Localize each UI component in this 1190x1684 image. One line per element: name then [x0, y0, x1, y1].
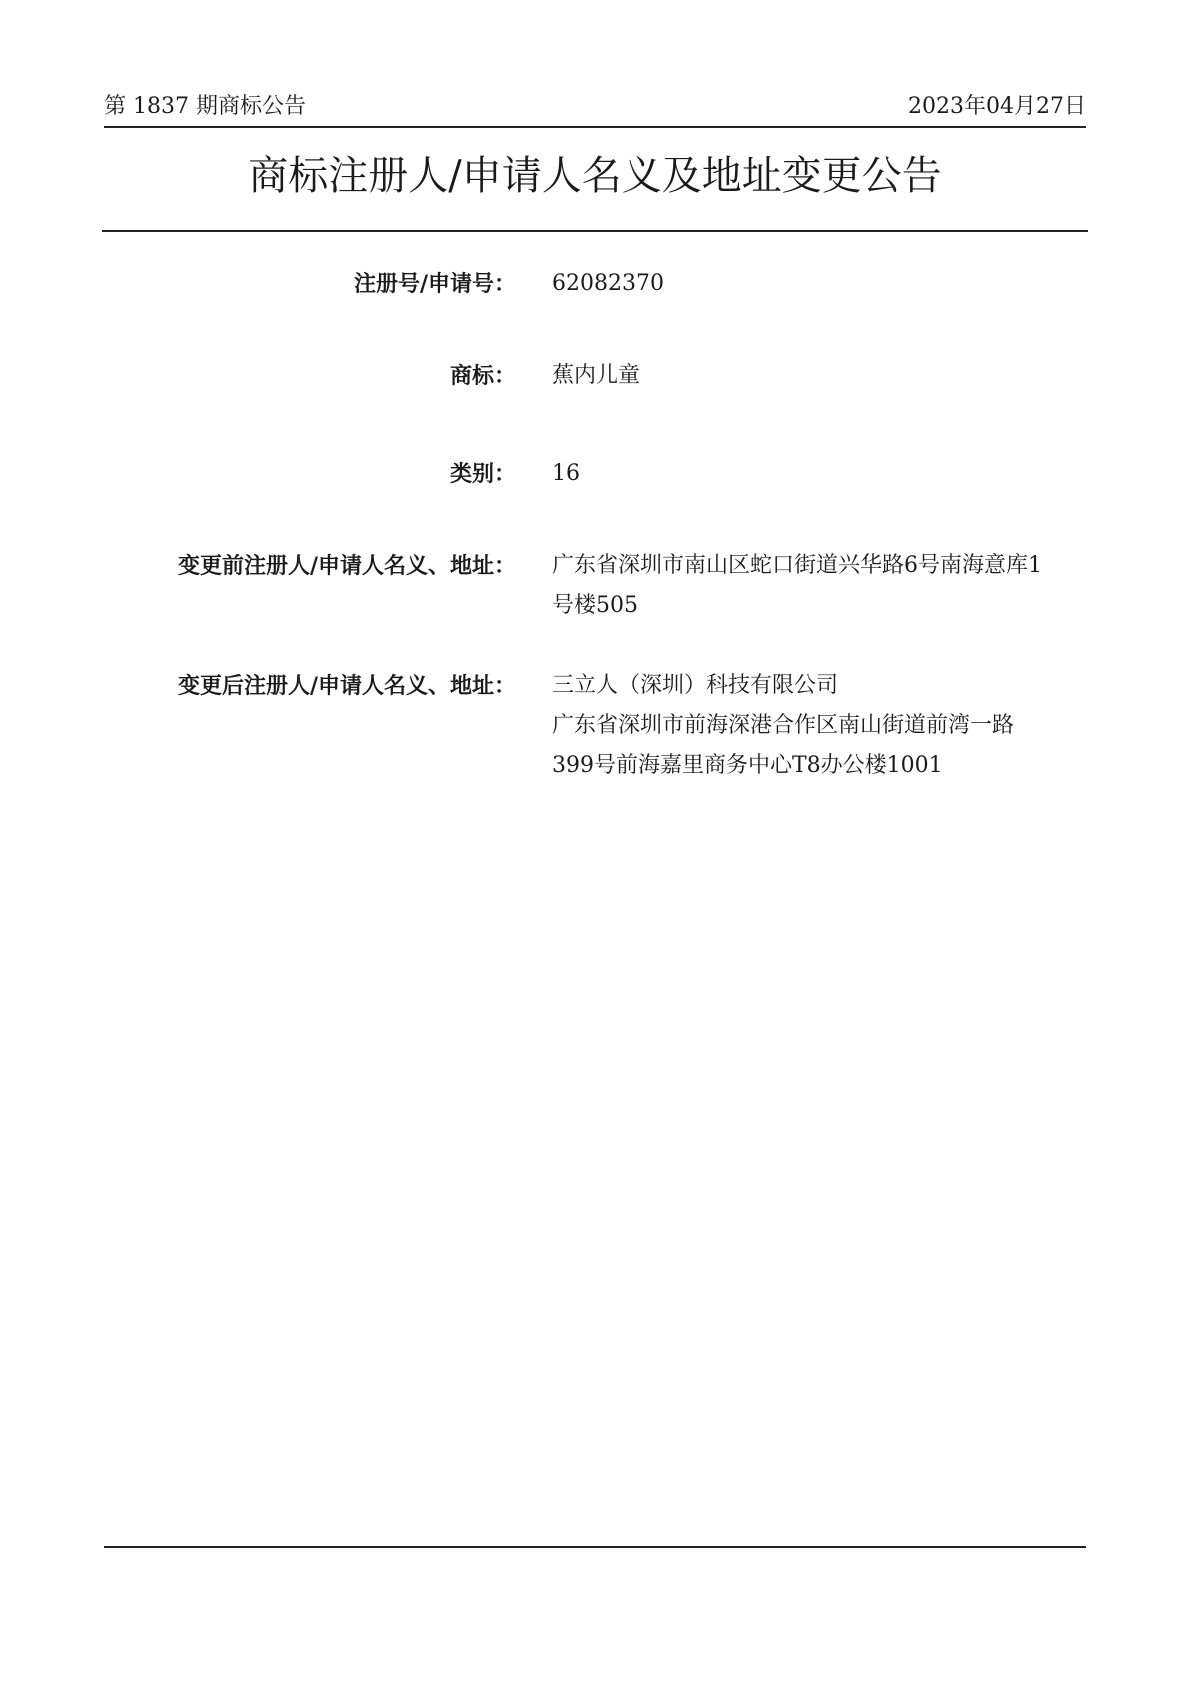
issue-number: 第 1837 期商标公告: [104, 94, 306, 119]
after-change-label: 变更后注册人/申请人名义、地址：: [177, 673, 516, 699]
after-change-value: [552, 666, 1092, 786]
footer-divider: [104, 1546, 1086, 1548]
registration-number-label: 注册号/申请号：: [353, 271, 516, 297]
page-title: 商标注册人/申请人名义及地址变更公告: [248, 153, 942, 199]
after-change-line: 三立人（深圳）科技有限公司: [552, 673, 839, 698]
publication-date: 2023年04月27日: [908, 94, 1086, 119]
class-label: 类别：: [449, 461, 516, 487]
header-divider: [104, 126, 1086, 128]
trademark-label: 商标：: [449, 363, 516, 389]
class-value: 16: [552, 461, 580, 486]
before-change-line: 广东省深圳市南山区蛇口街道兴华路6号南海意库1: [552, 553, 1042, 578]
trademark-value: 蕉内儿童: [552, 363, 641, 388]
before-change-value: [552, 546, 1092, 626]
before-change-label: 变更前注册人/申请人名义、地址：: [177, 553, 516, 579]
after-change-line: 399号前海嘉里商务中心T8办公楼1001: [552, 753, 943, 778]
before-change-line: 号楼505: [552, 593, 638, 618]
title-divider: [102, 230, 1088, 232]
after-change-line: 广东省深圳市前海深港合作区南山街道前湾一路: [552, 713, 1015, 738]
registration-number-value: 62082370: [552, 271, 664, 296]
